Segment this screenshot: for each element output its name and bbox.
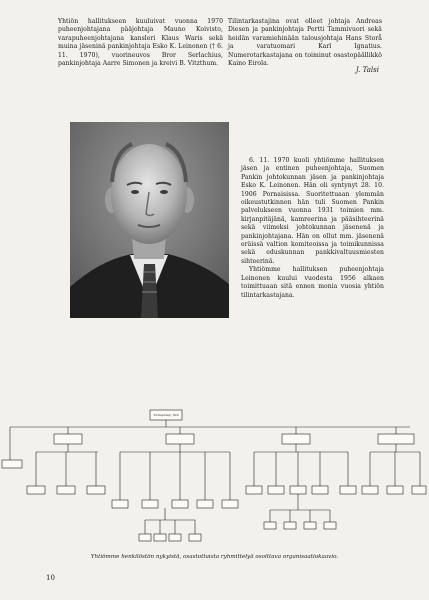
- obituary-paragraph-1: 6. 11. 1970 kuoli yhtiömme hallituksen jäsen ja entinen puheenjohtaja, Suomen Pankin johtokunnan jäsen ja pankinjohtaja Esko K. Leinonen. Hän oli syntynyt 28. 10. 1906 Pornaisissa. Suoritettuaan ylemmän oikeustutkinnon hän tuli Suomen Pankin palvelukseen vuonna 1931 toimien mm. kirjanpitäjänä, kamreerina ja pääsihteerinä sekä viimeksi johtokunnan jäsenenä ja pankinjohtajana. Hän on ollut mm. jäsenenä eräissä valtion komiteoissa ja toimikunnissa sekä eduskunnan pankkivaltuusmiesten sihteerinä.: [241, 157, 384, 265]
- portrait-photo: [70, 122, 229, 318]
- auditors-paragraph: Tilintarkastajina ovat olleet johtaja Andreas Diesen ja pankinjohtaja Pertti Tammivuori sekä heidän varamiehinään talousjohtaja Hans Storå ja varatuomari Karl Ignatius. Numerotarkastajana on toiminut osastopäällikkö Kaino Eirola.: [228, 18, 382, 68]
- board-members-paragraph: Yhtiön hallitukseen kuuluivat vuonna 1970 puheenjohtajana pääjohtaja Mauno Koivisto, varapuheenjohtajana kansleri Klaus Waris sekä muina jäseninä pankinjohtaja Esko K. Leinonen († 6. 11. 1970), vuorineuvos Bror Serlachius, pankinjohtaja Aarre Simonen ja kreivi B. Vitzthum.: [58, 18, 223, 68]
- orgchart-top-box-label: Toimitusjohtaja J. TALSI: [153, 414, 179, 417]
- page-number: 10: [46, 574, 55, 582]
- signature: J. Talsi: [355, 66, 379, 74]
- obituary-caption: [241, 157, 384, 300]
- orgchart-caption: Yhtiömme henkilöstön nykyistä, osastottaista ryhmittelyä osoittava organisaatiokaavio.: [90, 554, 339, 560]
- organization-chart: [0, 400, 429, 570]
- obituary-paragraph-2: Yhtiömme hallituksen puheenjohtaja Leinonen kuului vuodesta 1956 alkaen toimittuaan sitä ennen monia vuosia yhtiön tilintarkastajana.: [241, 266, 384, 299]
